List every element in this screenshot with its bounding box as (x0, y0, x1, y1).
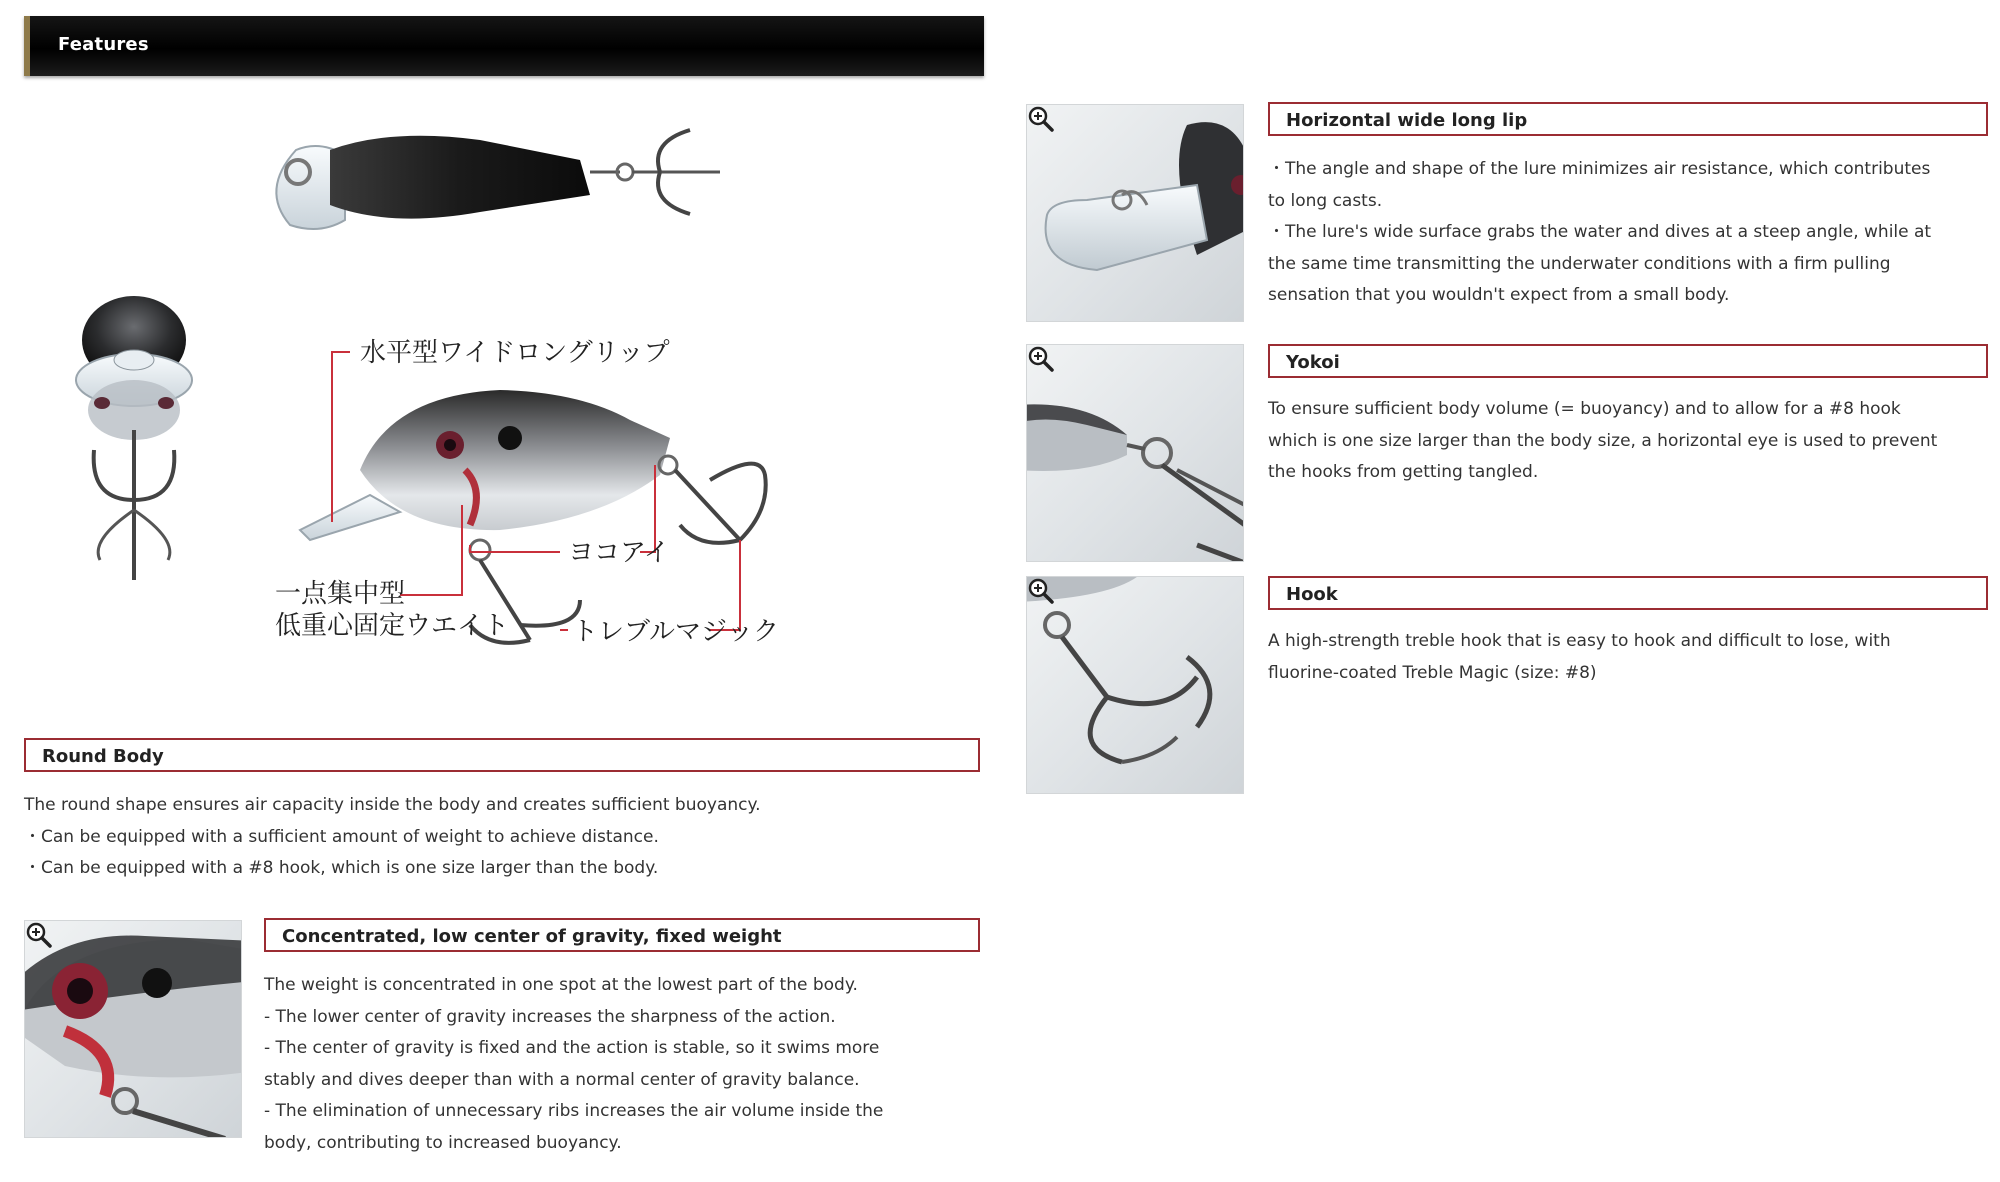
lip-text: ・The angle and shape of the lure minimizes air resistance, which contributes to long casts. ・The lure's wide surface grabs the water and dives at a steep angle, while at the same time transmitting the underwater conditions with a firm pulling sensation that you wouldn't expect from a small body. (1268, 159, 1932, 305)
yokoi-title-box (1268, 344, 1988, 378)
hook-title: Hook (1286, 584, 1338, 605)
weight-title: Concentrated, low center of gravity, fixed weight (282, 926, 782, 947)
lure-diagram (60, 120, 940, 720)
round-body-title: Round Body (42, 746, 164, 767)
zoom-icon[interactable] (25, 921, 53, 949)
features-title: Features (58, 34, 149, 55)
callout-weight-label-1: 一点集中型 (275, 579, 406, 609)
features-header-bar (24, 16, 984, 76)
round-body-title-box (24, 738, 980, 772)
lure-front-view (76, 296, 192, 580)
zoom-icon[interactable] (1027, 345, 1055, 373)
zoom-icon[interactable] (1027, 105, 1055, 133)
weight-thumbnail-image (25, 921, 242, 1138)
callout-eye-label: ヨコアイ (568, 538, 670, 568)
callout-weight-label-2: 低重心固定ウエイト (275, 611, 510, 641)
callout-lip-label: 水平型ワイドロングリップ (360, 338, 670, 368)
yokoi-thumbnail-image (1027, 345, 1244, 562)
yokoi-thumbnail[interactable] (1026, 344, 1244, 562)
weight-title-box (264, 918, 980, 952)
lip-title-box (1268, 102, 1988, 136)
yokoi-title: Yokoi (1286, 352, 1340, 373)
hook-thumbnail[interactable] (1026, 576, 1244, 794)
callout-hook-label: トレブルマジック (572, 617, 779, 647)
lip-thumbnail[interactable] (1026, 104, 1244, 322)
round-body-text: The round shape ensures air capacity inside the body and creates sufficient buoyancy. ・Can be equipped with a sufficient amount of weight to achieve distance. ・Can be equipped with a #8 hook, which is one size larger than the body. (24, 795, 761, 878)
lip-title: Horizontal wide long lip (1286, 110, 1528, 131)
hook-text: A high-strength treble hook that is easy to hook and difficult to lose, with fluorine-coated Treble Magic (size: #8) (1268, 631, 1891, 683)
yokoi-text: To ensure sufficient body volume (= buoyancy) and to allow for a #8 hook which is one size larger than the body size, a horizontal eye is used to prevent the hooks from getting tangled. (1268, 399, 1938, 482)
zoom-icon[interactable] (1027, 577, 1055, 605)
hook-title-box (1268, 576, 1988, 610)
weight-text: The weight is concentrated in one spot at the lowest part of the body. - The lower center of gravity increases the sharpness of the action. - The center of gravity is fixed and the action is stable, so it swims more stably and dives deeper than with a normal center of gravity balance. - The elimination of unnecessary ribs increases the air volume inside the body, contributing to increased buoyancy. (264, 975, 884, 1153)
lure-top-view (276, 130, 720, 229)
hook-thumbnail-image (1027, 577, 1244, 794)
lip-thumbnail-image (1027, 105, 1244, 322)
weight-thumbnail[interactable] (24, 920, 242, 1138)
